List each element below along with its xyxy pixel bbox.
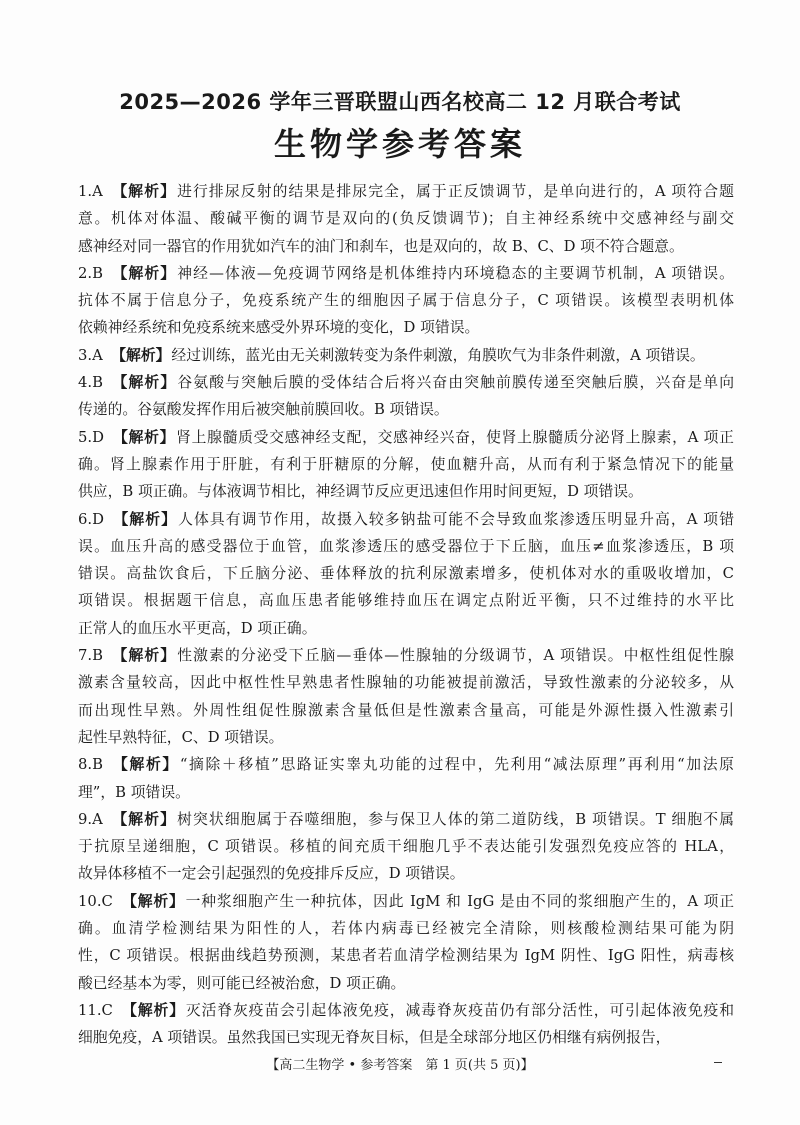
answer-item (78, 806, 734, 888)
answer-text: 于抗原呈递细胞，C 项错误。移植的间充质干细胞几乎不表达能引发强烈免疫应答的 HLA， (78, 838, 734, 856)
answer-line (78, 642, 734, 669)
answer-line (78, 1024, 734, 1051)
answer-item (78, 751, 734, 806)
answer-line (78, 833, 734, 860)
answer-line (78, 615, 734, 642)
answer-text: 经过训练，蓝光由无关刺激转变为条件刺激，角膜吹气为非条件刺激，A 项错误。 (171, 346, 705, 364)
answer-text: 树突状细胞属于吞噬细胞，参与保卫人体的第二道防线，B 项错误。T 细胞不属 (177, 810, 734, 828)
answer-line (78, 506, 734, 533)
question-number: 3.A (78, 346, 103, 364)
answer-text: 激素含量较高，因此中枢性性早熟患者性腺轴的功能被提前激活，导致性激素的分泌较多，从 (78, 674, 734, 692)
answer-line (78, 860, 734, 887)
answer-line (78, 942, 734, 969)
answer-text: 人体具有调节作用，故摄入较多钠盐可能不会导致血浆渗透压明显升高，A 项错 (178, 510, 734, 528)
answer-line (78, 697, 734, 724)
answer-text: 谷氨酸与突触后膜的受体结合后将兴奋由突触前膜传递至突触后膜，兴奋是单向 (177, 374, 734, 392)
question-number: 1.A (78, 183, 103, 200)
question-number: 6.D (78, 510, 104, 528)
answer-line (78, 560, 734, 587)
answer-text: 误。血压升高的感受器位于血管，血浆渗透压的感受器位于下丘脑，血压≠血浆渗透压，B 项 (78, 537, 734, 555)
analysis-tag: 【解析】 (111, 756, 179, 774)
answer-text: 细胞免疫，A 项错误。虽然我国已实现无脊灰目标，但是全球部分地区仍相继有病例报告， (78, 1029, 671, 1047)
answer-line (78, 806, 734, 833)
answer-line (78, 669, 734, 696)
answer-item (78, 260, 734, 342)
answer-text: 肾上腺髓质受交感神经支配，交感神经兴奋，使肾上腺髓质分泌肾上腺素，A 项正 (176, 428, 734, 446)
answer-item (78, 997, 734, 1052)
answer-line (78, 724, 734, 751)
analysis-tag: 【解析】 (111, 346, 171, 364)
analysis-tag: 【解析】 (111, 374, 177, 392)
answer-line (78, 205, 734, 232)
analysis-tag: 【解析】 (111, 810, 177, 828)
answer-line (78, 233, 734, 260)
answer-line (78, 888, 734, 915)
answer-line (78, 342, 734, 369)
answer-text: 故异体移植不一定会引起强烈的免疫排斥反应，D 项错误。 (78, 865, 465, 883)
analysis-tag: 【解析】 (111, 264, 177, 282)
answer-line (78, 424, 734, 451)
question-number: 10.C (78, 892, 113, 910)
answer-item (78, 342, 734, 369)
question-number: 11.C (78, 1001, 113, 1019)
answer-line (78, 314, 734, 341)
answer-text: 确。肾上腺素作用于肝脏，有利于肝糖原的分解，使血糖升高，从而有利于紧急情况下的能量 (78, 455, 734, 473)
analysis-tag: 【解析】 (111, 183, 177, 200)
answer-text: 确。血清学检测结果为阳性的人，若体内病毒已经被完全清除，则核酸检测结果可能为阴 (78, 920, 734, 938)
page-title: 生物学参考答案 (273, 125, 526, 163)
answer-text: 依赖神经系统和免疫系统来感受外界环境的变化，D 项错误。 (78, 319, 480, 337)
analysis-tag: 【解析】 (121, 1001, 185, 1019)
answer-text: 错误。高盐饮食后，下丘脑分泌、垂体释放的抗利尿激素增多，使机体对水的重吸收增加，C (78, 565, 734, 583)
answer-item (78, 369, 734, 424)
answer-text: 感神经对同一器官的作用犹如汽车的油门和刹车，也是双向的，故 B、C、D 项不符合题意。 (78, 237, 684, 255)
answer-text: 性，C 项错误。根据曲线趋势预测，某患者若血清学检测结果为 IgM 阴性、IgG 阳性，病毒核 (78, 947, 734, 965)
answer-text: 项错误。根据题干信息，高血压患者能够维持血压在调定点附近平衡，只不过维持的水平比 (78, 592, 734, 610)
answer-text: 起性早熟特征，C、D 项错误。 (78, 728, 284, 746)
answer-line (78, 260, 734, 287)
question-number: 5.D (78, 428, 104, 446)
question-number: 9.A (78, 810, 103, 828)
answer-line (78, 478, 734, 505)
answer-text: 供应，B 项正确。与体液调节相比，神经调节反应更迅速但作用时间更短，D 项错误。 (78, 483, 643, 501)
analysis-tag: 【解析】 (121, 892, 185, 910)
footer-dash (714, 1062, 722, 1063)
answer-item (78, 506, 734, 642)
answer-line (78, 997, 734, 1024)
answer-item (78, 424, 734, 506)
answer-text: 抗体不属于信息分子，免疫系统产生的细胞因子属于信息分子，C 项错误。该模型表明机体 (78, 292, 734, 310)
page-footer: 【高二生物学 • 参考答案 第 1 页(共 5 页)】 (266, 1058, 534, 1073)
answer-line (78, 751, 734, 778)
question-number: 4.B (78, 374, 103, 392)
answer-text: 意。机体对体温、酸碱平衡的调节是双向的(负反馈调节)；自主神经系统中交感神经与副交 (78, 210, 734, 228)
answer-text: 正常人的血压水平更高，D 项正确。 (78, 619, 317, 637)
answer-line (78, 178, 734, 205)
answer-text: 理”，B 项错误。 (78, 783, 190, 801)
analysis-tag: 【解析】 (112, 428, 176, 446)
answer-line (78, 970, 734, 997)
answer-line (78, 533, 734, 560)
answer-line (78, 779, 734, 806)
question-number: 7.B (78, 647, 103, 665)
analysis-tag: 【解析】 (111, 647, 177, 665)
answer-text: 而出现性早熟。外周性组促性腺激素含量低但是性激素含量高，可能是外源性摄入性激素引 (78, 701, 734, 719)
answer-text: 进行排尿反射的结果是排尿完全，属于正反馈调节，是单向进行的，A 项符合题 (177, 183, 734, 200)
answer-text: 传递的。谷氨酸发挥作用后被突触前膜回收。B 项错误。 (78, 401, 449, 419)
answer-text: 灭活脊灰疫苗会引起体液免疫，减毒脊灰疫苗仍有部分活性，可引起体液免疫和 (185, 1001, 734, 1019)
answer-line (78, 369, 734, 396)
answer-line (78, 587, 734, 614)
answer-item (78, 888, 734, 997)
analysis-tag: 【解析】 (112, 510, 178, 528)
answer-line (78, 396, 734, 423)
answer-text: 一种浆细胞产生一种抗体，因此 IgM 和 IgG 是由不同的浆细胞产生的，A 项正 (185, 892, 734, 910)
answer-text: “摘除＋移植”思路证实睾丸功能的过程中，先利用“减法原理”再利用“加法原 (179, 756, 734, 774)
answer-text: 性激素的分泌受下丘脑—垂体—性腺轴的分级调节，A 项错误。中枢性组促性腺 (177, 647, 734, 665)
answer-text: 酸已经基本为零，则可能已经被治愈，D 项正确。 (78, 974, 406, 992)
answer-line (78, 915, 734, 942)
answer-list (78, 178, 734, 1052)
question-number: 8.B (78, 756, 103, 774)
answer-line (78, 451, 734, 478)
exam-title: 2025—2026 学年三晋联盟山西名校高二 12 月联合考试 (119, 90, 681, 114)
answer-line (78, 287, 734, 314)
question-number: 2.B (78, 264, 103, 282)
answer-item (78, 642, 734, 751)
answer-item (78, 178, 734, 260)
answer-text: 神经—体液—免疫调节网络是机体维持内环境稳态的主要调节机制，A 项错误。 (177, 264, 734, 282)
